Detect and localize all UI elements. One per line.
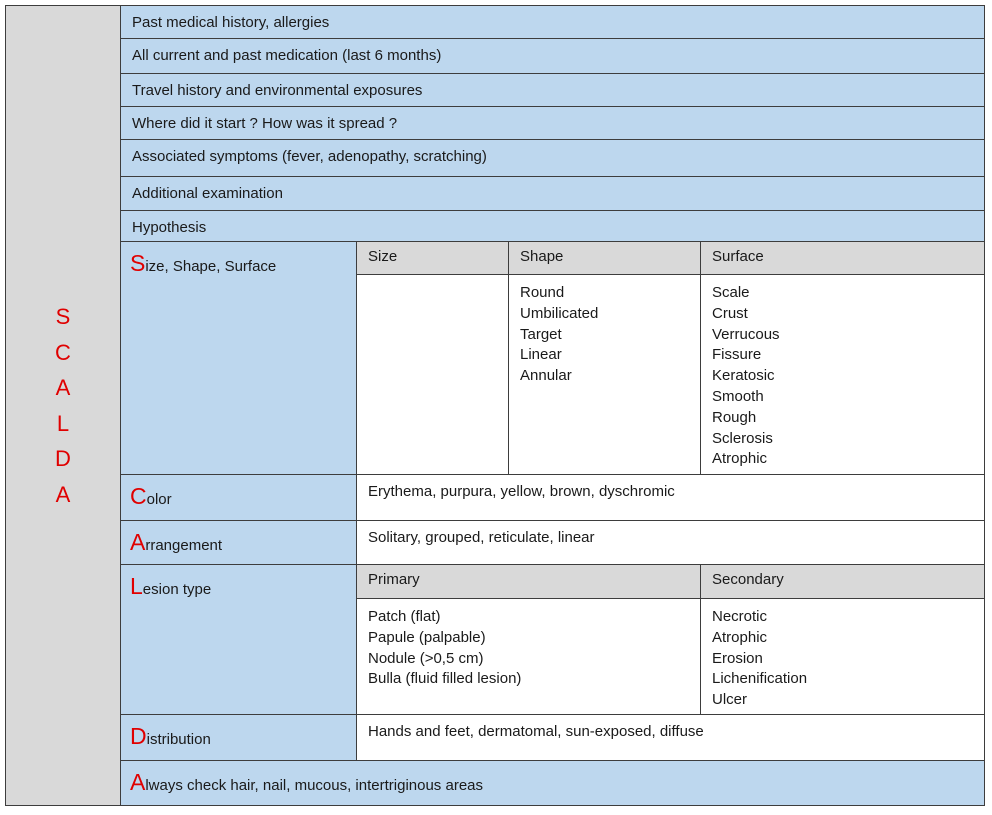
lesion-initial: L (130, 573, 143, 599)
primary-item: Bulla (fluid filled lesion) (368, 670, 522, 688)
size-shape-surface-label (120, 241, 357, 475)
history-row-hypothesis: Hypothesis (120, 210, 985, 242)
acronym-letter-s: S (55, 304, 71, 329)
shape-item: Round (520, 284, 565, 301)
acronym-letters (6, 299, 120, 512)
arrangement-value: Solitary, grouped, reticulate, linear (356, 520, 985, 565)
acronym-letter-c: C (55, 339, 71, 365)
history-row-start-spread: Where did it start ? How was it spread ? (120, 106, 985, 140)
distribution-label (120, 714, 357, 761)
secondary-item: Atrophic (712, 628, 768, 646)
secondary-item: Erosion (712, 649, 763, 667)
shape-item: Umbilicated (520, 304, 599, 322)
primary-item: Papule (palpable) (368, 628, 486, 646)
arrangement-label-rest: rrangement (145, 537, 223, 554)
distribution-initial: D (130, 723, 147, 749)
secondary-header: Secondary (700, 564, 985, 599)
history-row-travel: Travel history and environmental exposures (120, 73, 985, 107)
surface-header: Surface (700, 241, 985, 275)
color-label-rest: olor (146, 491, 172, 508)
acronym-column (5, 5, 121, 806)
color-value: Erythema, purpura, yellow, brown, dyschromic (356, 474, 985, 521)
size-header: Size (356, 241, 509, 275)
primary-item: Nodule (>0,5 cm) (368, 649, 484, 667)
shape-item: Linear (520, 346, 562, 364)
acronym-letter-a: A (55, 375, 71, 400)
history-row-medical: Past medical history, allergies (120, 5, 985, 39)
secondary-values (700, 598, 985, 715)
secondary-item: Ulcer (712, 691, 748, 709)
arrangement-label (120, 520, 357, 565)
surface-item: Keratosic (712, 367, 775, 385)
size-initial: S (130, 250, 146, 276)
lesion-type-label (120, 564, 357, 715)
scalda-table (5, 5, 985, 806)
surface-item: Fissure (712, 346, 762, 364)
history-row-examination: Additional examination (120, 176, 985, 211)
shape-header: Shape (508, 241, 701, 275)
surface-item: Rough (712, 408, 757, 426)
history-row-symptoms: Associated symptoms (fever, adenopathy, scratching) (120, 139, 985, 177)
history-row-medication: All current and past medication (last 6 months) (120, 38, 985, 74)
surface-item: Atrophic (712, 450, 768, 468)
surface-item: Verrucous (712, 325, 780, 343)
color-label (120, 474, 357, 521)
secondary-list (701, 599, 984, 711)
surface-values (700, 274, 985, 475)
acronym-letter-a2: A (55, 481, 71, 507)
shape-values (508, 274, 701, 475)
arrangement-initial: A (130, 529, 146, 555)
lesion-label-rest: esion type (142, 581, 212, 598)
secondary-item: Lichenification (712, 670, 808, 688)
primary-values (356, 598, 701, 715)
primary-item: Patch (flat) (368, 608, 441, 625)
distribution-value: Hands and feet, dermatomal, sun-exposed, diffuse (356, 714, 985, 761)
shape-list (509, 275, 700, 387)
always-label-rest: lways check hair, nail, mucous, intertriginous areas (145, 777, 483, 794)
acronym-letter-d: D (55, 446, 71, 471)
surface-item: Crust (712, 304, 748, 322)
surface-item: Sclerosis (712, 429, 773, 447)
surface-list (701, 275, 984, 470)
always-check-row (120, 760, 985, 806)
distribution-label-rest: istribution (146, 731, 211, 748)
surface-item: Scale (712, 284, 750, 301)
size-values (356, 274, 509, 475)
primary-header: Primary (356, 564, 701, 599)
primary-list (357, 599, 700, 690)
color-initial: C (130, 483, 147, 509)
always-initial: A (130, 769, 146, 795)
size-label-rest: ize, Shape, Surface (145, 258, 277, 275)
surface-item: Smooth (712, 387, 764, 405)
shape-item: Target (520, 325, 562, 343)
shape-item: Annular (520, 367, 572, 385)
acronym-letter-l: L (56, 410, 70, 436)
secondary-item: Necrotic (712, 608, 768, 625)
